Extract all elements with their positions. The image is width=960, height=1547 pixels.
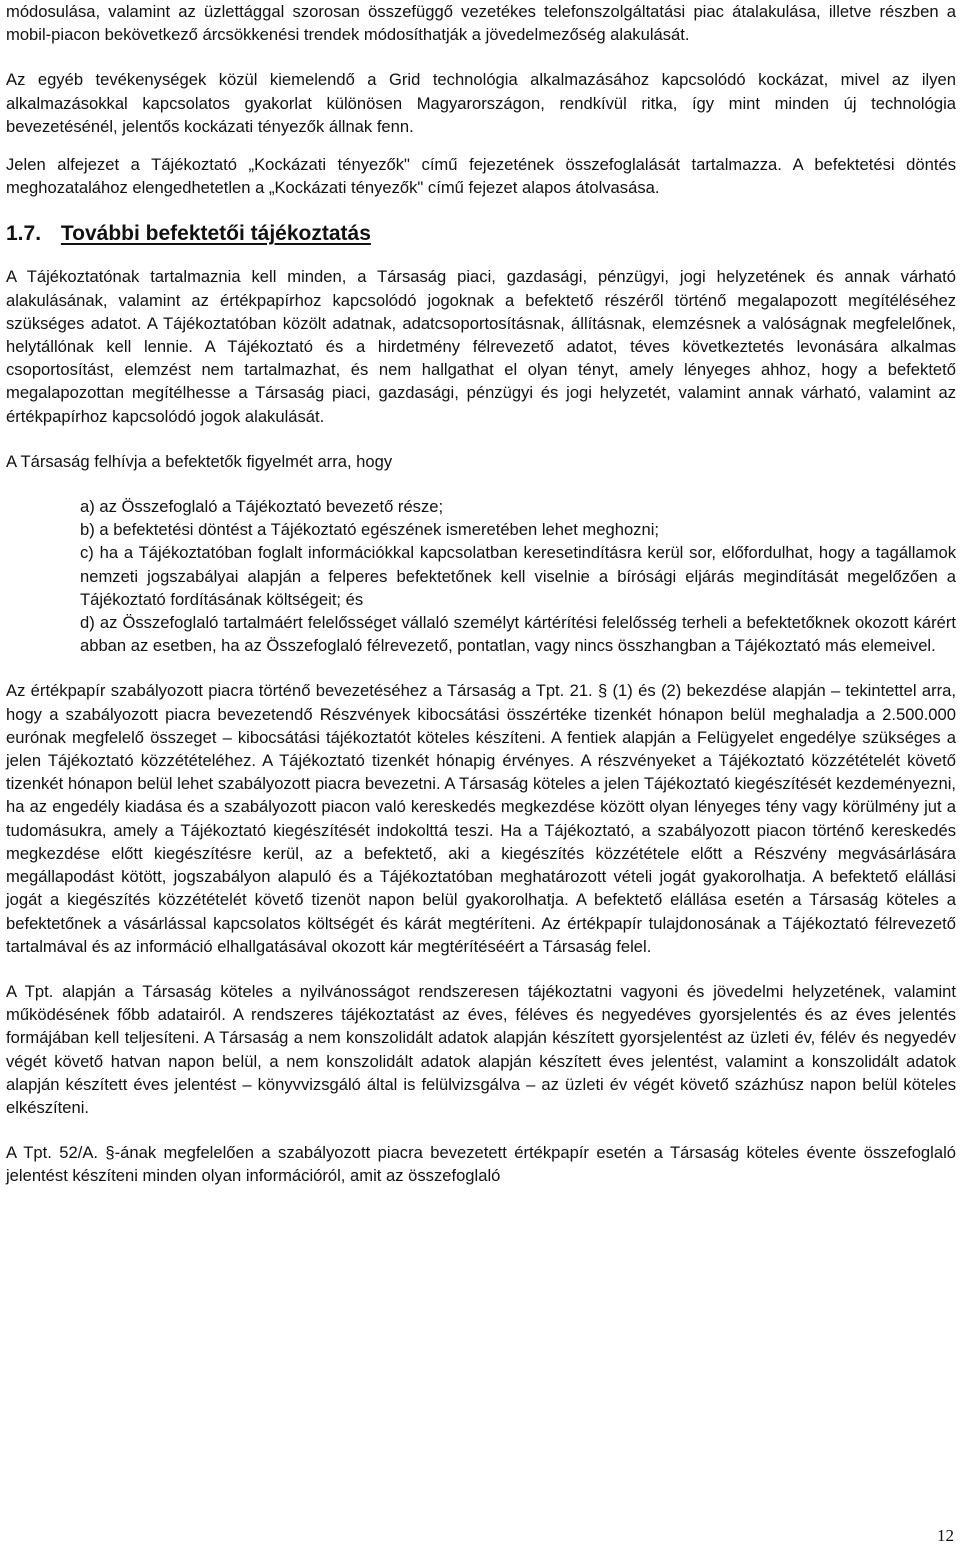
list-item: c) ha a Tájékoztatóban foglalt információkkal kapcsolatban keresetindításra kerül sor, előfordulhat, hogy a tagállamok nemzeti jogszabályai alapján a felperes befektetőnek kell viselnie a bírósági eljárás megindítását megelőzően a Tájékoztató fordításának költségeit; és bbox=[80, 543, 956, 609]
paragraph-market-risk: módosulása, valamint az üzlettággal szorosan összefüggő vezetékes telefonszolgáltatási piac átalakulása, illetve részben a mobil-piacon bekövetkező árcsökkenési trendek módosíthatják a jövedelmezőség alakulását. bbox=[6, 2, 956, 45]
list-item: d) az Összefoglaló tartalmáért felelősséget vállaló személyt kártérítési felelősség terheli a befektetőknek okozott kárért abban az esetben, ha az Összefoglaló félrevezető, pontatlan, vagy nincs összhangban a Tájékoztató más elemeivel. bbox=[80, 613, 956, 656]
paragraph-grid-risk: Az egyéb tevékenységek közül kiemelendő a Grid technológia alkalmazásához kapcsolódó kockázat, mivel az ilyen alkalmazásokkal kapcsolatos gyakorlat különösen Magyarországon, rendkívül ritka, így mint minden új technológia bevezetésénél, jelentős kockázati tényezők állnak fenn. bbox=[6, 70, 956, 136]
section-number: 1.7. bbox=[6, 222, 42, 246]
paragraph-listing-requirements: Az értékpapír szabályozott piacra történő bevezetéséhez a Társaság a Tpt. 21. § (1) és (2) bekezdése alapján – tekintettel arra, hogy a szabályozott piacra bevezetendő Részvények kibocsátási összértéke tizenkét hónapon belül meghaladja a 2.500.000 eurónak megfelelő összeget – kibocsátási tájékoztatót köteles készíteni. A fentiek alapján a Felügyelet engedélye szükséges a jelen Tájékoztató közzétételéhez. A Tájékoztató tizenkét hónapig érvényes. A részvényeket a Tájékoztató közzétételét követő tizenkét hónapon belül lehet szabályozott piacra bevezetni. A Társaság köteles a jelen Tájékoztató kiegészítését kezdeményezni, ha az engedély kiadása és a szabályozott piacon való kereskedés megkezdése között olyan lényeges tény vagy körülmény jut a tudomásukra, amely a Tájékoztató kiegészítését indokolttá teszi. Ha a Tájékoztató, a szabályozott piacon történő kereskedés megkezdése előtt kiegészítésre kerül, az a befektető, aki a kiegészítés közzététele előtt a Részvény megvásárlására megállapodást kötött, jogszabályon alapuló és a Tájékoztatóban meghatározott vételi jogát gyakorolhatja. A befektető elállási jogát a kiegészítés közzétételét követő tizenöt napon belül gyakorolhatja. A befektető elállása esetén a Társaság köteles a befektetőnek a vásárlással kapcsolatos költségét és kárát megtéríteni. Az értékpapír tulajdonosának a Tájékoztató félrevezető tartalmával és az információ elhallgatásával okozott kár megtérítéséért a Társaság felel. bbox=[6, 681, 956, 956]
page-number: 12 bbox=[937, 1526, 954, 1545]
notice-list bbox=[6, 495, 956, 657]
paragraph-investor-notice: A Társaság felhívja a befektetők figyelmét arra, hogy bbox=[6, 451, 393, 471]
section-heading bbox=[6, 221, 956, 247]
section-title: További befektetői tájékoztatás bbox=[60, 222, 371, 246]
document-page bbox=[6, 0, 956, 1188]
paragraph-periodic-reports: A Tpt. alapján a Társaság köteles a nyilvánosságot rendszeresen tájékoztatni vagyoni és jövedelmi helyzetének, valamint működésének főbb adatairól. A rendszeres tájékoztatást az éves, féléves és negyedéves gyorsjelentés és az éves jelentés formájában kell teljesíteni. A Társaság a nem konszolidált adatok alapján készített gyorsjelentést az üzleti év, félév és negyedév végét követő hatvan napon belül, a nem konszolidált adatok alapján készített éves jelentést, valamint a konszolidált adatok alapján készített éves jelentést – könyvvizsgáló által is felülvizsgálva – az üzleti év végét követő százhúsz napon belül köteles elkészíteni. bbox=[6, 981, 956, 1117]
paragraph-prospectus-content: A Tájékoztatónak tartalmaznia kell minden, a Társaság piaci, gazdasági, pénzügyi, jogi helyzetének és annak várható alakulásának, valamint az értékpapírhoz kapcsolódó jogoknak a befektető részéről történő megalapozott megítéléséhez szükséges adatot. A Tájékoztatóban közölt adatnak, adatcsoportosításnak, állításnak, elemzésnek a valóságnak megfelelőnek, helytállónak kell lennie. A Tájékoztató és a hirdetmény félrevezető adatot, téves következtetés levonására alkalmas csoportosítást, elemzést nem tartalmazhat, és nem hallgathat el olyan tényt, amely lényeges ahhoz, hogy a befektető megalapozottan megítélhesse a Társaság piaci, gazdasági, pénzügyi és jogi helyzetét, valamint annak várható, valamint az értékpapírhoz kapcsolódó jogok alakulását. bbox=[6, 267, 956, 426]
paragraph-annual-summary: A Tpt. 52/A. §-ának megfelelően a szabályozott piacra bevezetett értékpapír esetén a Társaság köteles évente összefoglaló jelentést készíteni minden olyan információról, amit az összefoglaló bbox=[6, 1143, 956, 1186]
list-item: a) az Összefoglaló a Tájékoztató bevezető része; bbox=[80, 497, 444, 517]
paragraph-summary-note: Jelen alfejezet a Tájékoztató „Kockázati tényezők" című fejezetének összefoglalását tartalmazza. A befektetési döntés meghozatalához elengedhetetlen a „Kockázati tényezők" című fejezet alapos átolvasása. bbox=[6, 155, 956, 198]
list-item: b) a befektetési döntést a Tájékoztató egészének ismeretében lehet meghozni; bbox=[80, 520, 659, 540]
